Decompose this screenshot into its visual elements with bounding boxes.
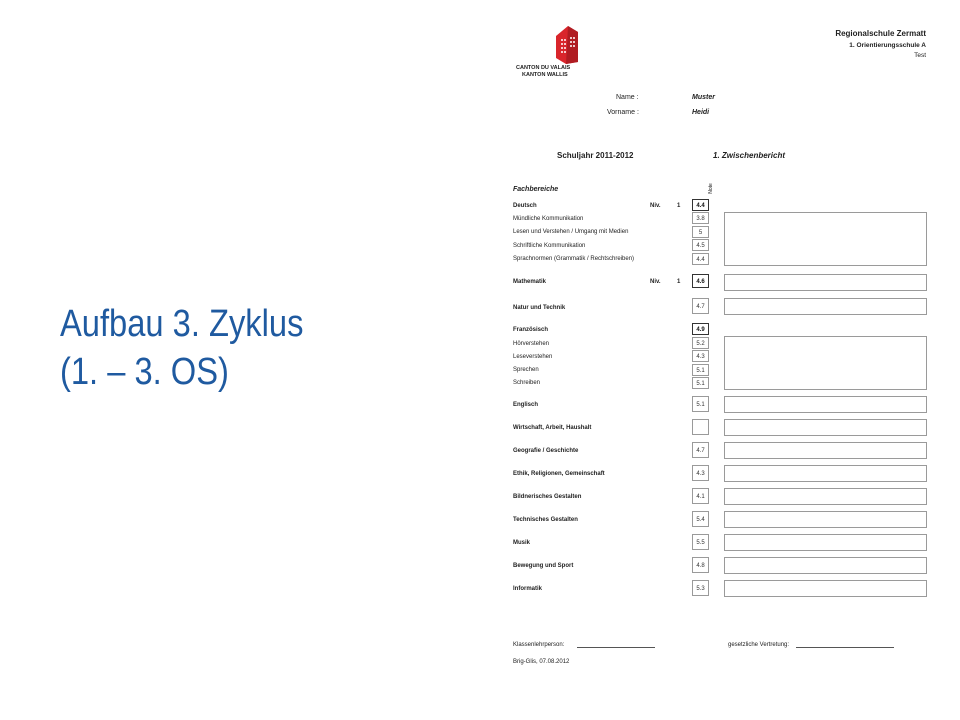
- subitem-name: Sprachnormen (Grammatik / Rechtschreiben): [513, 256, 635, 262]
- name-label: Name :: [616, 94, 639, 101]
- logo-text-line-1: CANTON DU VALAIS: [516, 65, 571, 71]
- grade-englisch: 5.1: [692, 396, 709, 412]
- comment-box-natur-technik: [724, 298, 927, 315]
- niv-label: Niv.: [650, 279, 661, 285]
- grade-sport: 4.8: [692, 557, 709, 573]
- niv-value: 1: [677, 279, 681, 285]
- guardian-signature-line: [796, 647, 894, 648]
- subitem-grade: 5.2: [692, 337, 709, 349]
- subject-wah: Wirtschaft, Arbeit, Haushalt: [513, 425, 592, 431]
- place-date: Brig-Glis, 07.08.2012: [513, 659, 570, 665]
- grade-deutsch: 4.4: [692, 199, 709, 211]
- subject-sport: Bewegung und Sport: [513, 563, 574, 569]
- subject-franzoesisch: Französisch: [513, 327, 549, 333]
- subject-erg: Ethik, Religionen, Gemeinschaft: [513, 471, 605, 477]
- grade-wah: [692, 419, 709, 435]
- subject-natur-technik: Natur und Technik: [513, 305, 566, 311]
- subitem-grade: 5.1: [692, 364, 709, 376]
- grade-bildnerisch: 4.1: [692, 488, 709, 504]
- slide-title: [60, 300, 421, 396]
- subject-englisch: Englisch: [513, 402, 539, 408]
- section-fachbereiche: Fachbereiche: [513, 186, 559, 193]
- grade-erg: 4.3: [692, 465, 709, 481]
- name-value: Muster: [692, 94, 715, 101]
- guardian-label: gesetzliche Vertretung:: [728, 642, 790, 648]
- grade-informatik: 5.3: [692, 580, 709, 596]
- comment-box-erg: [724, 465, 927, 482]
- subject-geografie: Geografie / Geschichte: [513, 448, 579, 454]
- subitem-grade: 4.4: [692, 253, 709, 265]
- subitem-name: Schreiben: [513, 380, 541, 386]
- grade-natur-technik: 4.7: [692, 298, 709, 314]
- school-class: 1. Orientierungsschule A: [849, 42, 926, 49]
- niv-label: Niv.: [650, 203, 661, 209]
- teacher-label: Klassenlehrperson:: [513, 642, 565, 648]
- comment-box-sport: [724, 557, 927, 574]
- grade-technisch: 5.4: [692, 511, 709, 527]
- slide-title-line-2: (1. – 3. OS): [60, 351, 229, 393]
- report-title: 1. Zwischenbericht: [713, 151, 786, 160]
- subitem-name: Hörverstehen: [513, 341, 550, 347]
- subitem-name: Leseverstehen: [513, 354, 553, 360]
- subitem-grade: 4.3: [692, 350, 709, 362]
- subitem-grade: 4.5: [692, 239, 709, 251]
- grade-mathematik: 4.6: [692, 274, 709, 288]
- comment-box-musik: [724, 534, 927, 551]
- subject-musik: Musik: [513, 540, 531, 546]
- firstname-label: Vorname :: [607, 109, 639, 116]
- subitem-grade: 5.1: [692, 377, 709, 389]
- teacher-signature-line: [577, 647, 655, 648]
- subitem-name: Mündliche Kommunikation: [513, 216, 584, 222]
- subject-deutsch: Deutsch: [513, 203, 537, 209]
- logo-text-line-2: KANTON WALLIS: [522, 72, 568, 78]
- slide-title-line-1: Aufbau 3. Zyklus: [60, 303, 304, 345]
- canton-valais-flag-icon: [550, 22, 584, 64]
- comment-box-englisch: [724, 396, 927, 413]
- comment-box-deutsch: [724, 212, 927, 266]
- comment-box-technisch: [724, 511, 927, 528]
- subitem-name: Lesen und Verstehen / Umgang mit Medien: [513, 229, 629, 235]
- subject-bildnerisch: Bildnerisches Gestalten: [513, 494, 582, 500]
- subitem-grade: 3.8: [692, 212, 709, 224]
- grade-franzoesisch: 4.9: [692, 323, 709, 335]
- school-year: Schuljahr 2011-2012: [557, 151, 634, 160]
- comment-box-bildnerisch: [724, 488, 927, 505]
- comment-box-franzoesisch: [724, 336, 927, 390]
- subject-technisch: Technisches Gestalten: [513, 517, 578, 523]
- school-name: Regionalschule Zermatt: [835, 29, 926, 38]
- comment-box-wah: [724, 419, 927, 436]
- comment-box-informatik: [724, 580, 927, 597]
- subitem-name: Schriftliche Kommunikation: [513, 243, 586, 249]
- grade-header: Note: [707, 183, 714, 194]
- firstname-value: Heidi: [692, 109, 710, 116]
- grade-geografie: 4.7: [692, 442, 709, 458]
- subitem-grade: 5: [692, 226, 709, 238]
- comment-box-geografie: [724, 442, 927, 459]
- subitem-name: Sprechen: [513, 367, 539, 373]
- report-card-document: [502, 0, 936, 720]
- school-note: Test: [914, 52, 926, 59]
- niv-value: 1: [677, 203, 681, 209]
- subject-informatik: Informatik: [513, 586, 543, 592]
- grade-musik: 5.5: [692, 534, 709, 550]
- subject-mathematik: Mathematik: [513, 279, 547, 285]
- comment-box-mathematik: [724, 274, 927, 291]
